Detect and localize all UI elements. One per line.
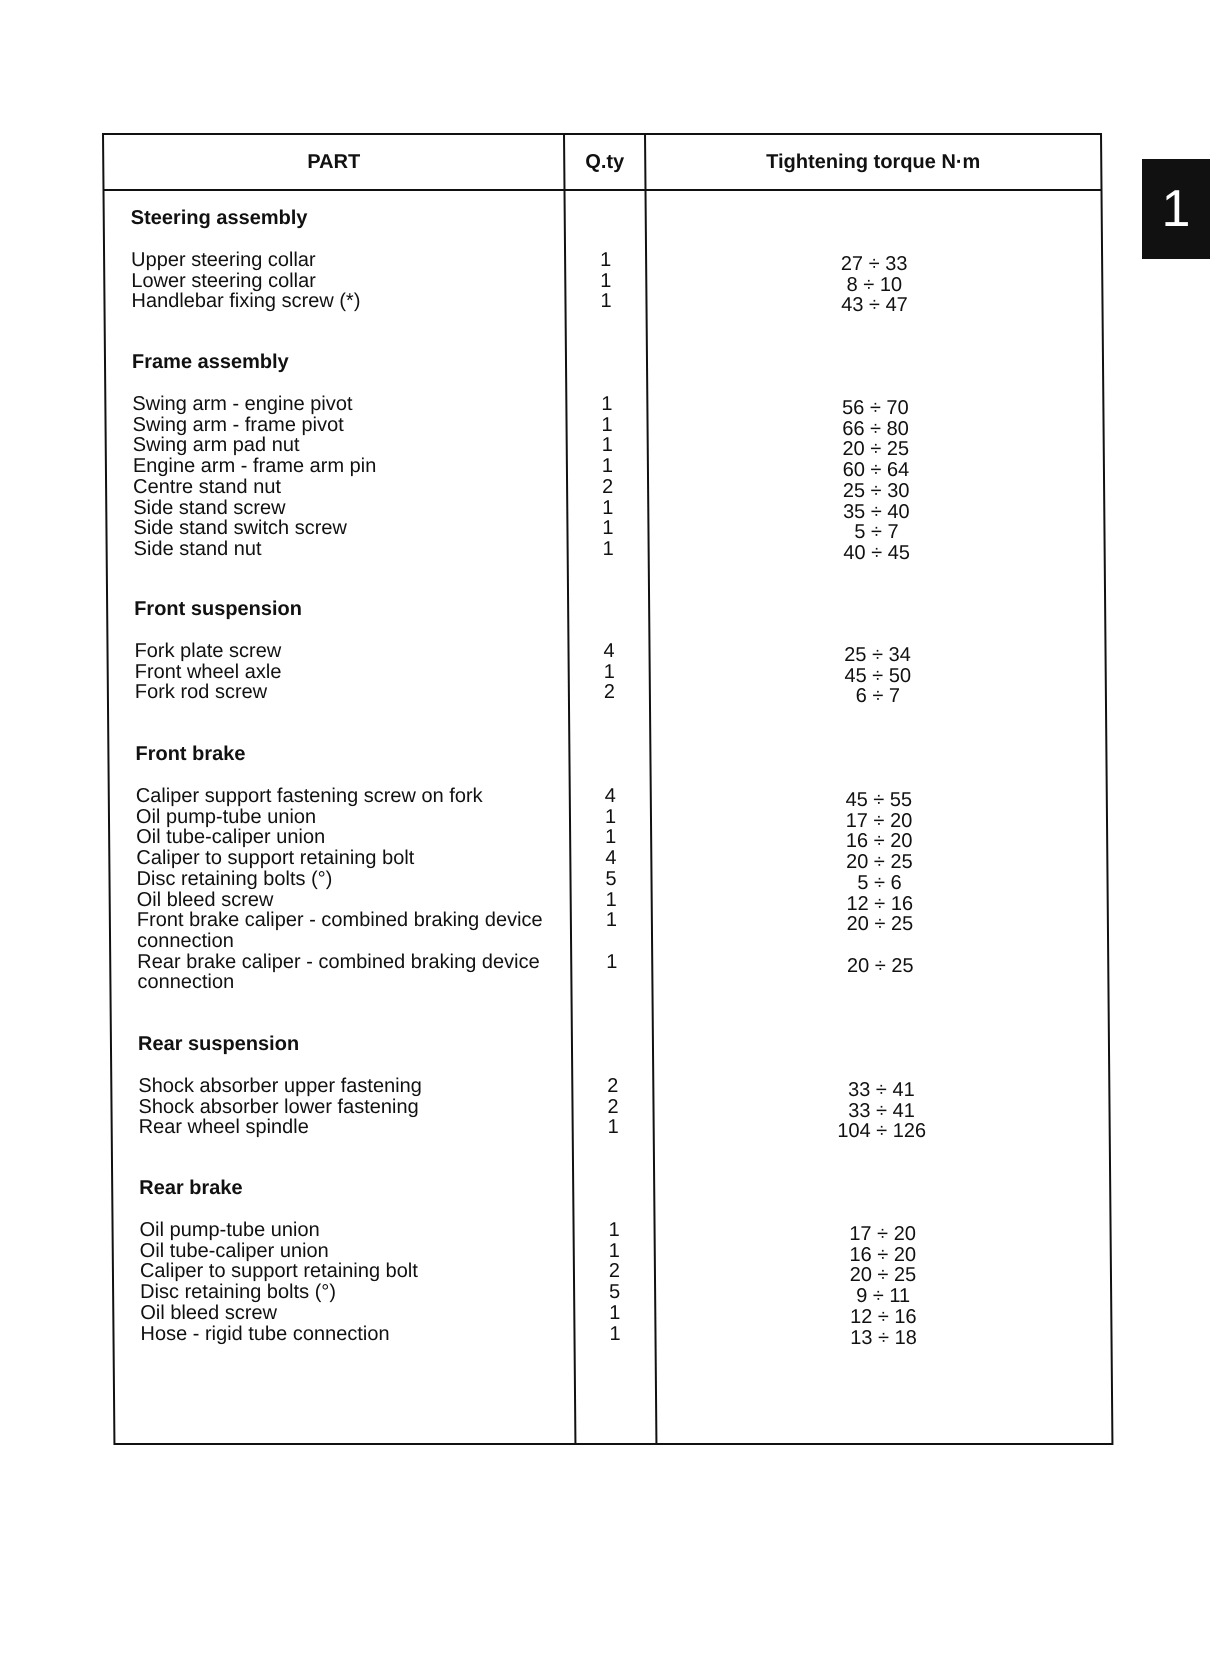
table-row <box>110 867 1106 894</box>
table-row <box>107 496 1103 523</box>
table-row <box>105 269 1101 296</box>
part-name: Upper steering collar <box>131 249 316 271</box>
part-name: Centre stand nut <box>132 475 282 498</box>
part-name: Oil bleed screw <box>140 1301 278 1324</box>
part-torque: 45 ÷ 55 <box>845 789 913 811</box>
part-qty: 2 <box>607 1075 619 1097</box>
table-row <box>113 1116 1109 1143</box>
table-row <box>112 1095 1108 1122</box>
torque-table <box>102 133 1113 1445</box>
part-qty: 1 <box>602 537 614 560</box>
table-row <box>111 909 1107 952</box>
part-name: Caliper to support retaining bolt <box>139 1260 418 1283</box>
part-torque: 17 ÷ 20 <box>849 1223 917 1245</box>
part-name: Disc retaining bolts (°) <box>140 1281 337 1304</box>
section-title: Frame assembly <box>131 351 289 373</box>
table-row <box>105 249 1101 275</box>
table-row <box>105 290 1101 317</box>
part-name-continued: connection <box>136 929 234 952</box>
part-name: Side stand nut <box>133 537 262 560</box>
part-torque: 20 ÷ 25 <box>845 851 913 874</box>
part-name: Front wheel axle <box>134 660 282 683</box>
part-torque: 9 ÷ 11 <box>856 1285 911 1308</box>
part-torque: 45 ÷ 50 <box>844 664 912 687</box>
part-torque: 104 ÷ 126 <box>837 1120 927 1143</box>
table-row <box>114 1260 1110 1287</box>
part-torque: 35 ÷ 40 <box>842 500 910 523</box>
part-qty: 1 <box>600 290 612 313</box>
part-qty: 4 <box>603 640 615 662</box>
part-qty: 1 <box>605 909 618 932</box>
part-torque: 25 ÷ 34 <box>844 644 911 666</box>
table-row <box>114 1239 1110 1266</box>
table-row <box>112 1075 1108 1101</box>
part-qty: 1 <box>602 517 614 540</box>
table-row <box>111 888 1107 915</box>
part-torque: 20 ÷ 25 <box>842 438 910 461</box>
part-qty: 1 <box>603 660 615 683</box>
part-qty: 1 <box>608 1239 620 1262</box>
part-name: Engine arm - frame arm pin <box>132 455 377 478</box>
part-name: Oil tube-caliper union <box>139 1239 329 1262</box>
part-torque: 20 ÷ 25 <box>849 1264 917 1287</box>
part-name: Oil pump-tube union <box>135 805 317 828</box>
part-qty: 1 <box>604 805 617 828</box>
part-qty: 4 <box>605 847 617 870</box>
part-name: Fork plate screw <box>134 640 282 662</box>
part-qty: 2 <box>603 681 616 704</box>
part-torque: 20 ÷ 25 <box>846 913 914 936</box>
part-name: Front brake caliper - combined braking device <box>136 909 543 932</box>
section-title: Front suspension <box>134 598 303 620</box>
part-qty: 1 <box>601 413 613 436</box>
header-part: PART <box>307 151 361 173</box>
part-name: Oil pump-tube union <box>139 1219 320 1241</box>
part-qty: 2 <box>601 475 614 498</box>
part-torque: 33 ÷ 41 <box>847 1079 915 1101</box>
part-torque: 12 ÷ 16 <box>849 1305 917 1328</box>
part-qty: 1 <box>608 1219 620 1241</box>
part-name: Swing arm - engine pivot <box>132 393 353 415</box>
part-name: Oil bleed screw <box>136 888 274 911</box>
table-row <box>108 640 1104 666</box>
table-row <box>114 1322 1110 1349</box>
part-torque: 16 ÷ 20 <box>845 830 913 853</box>
part-name: Oil tube-caliper union <box>136 826 326 849</box>
part-qty: 1 <box>601 455 614 478</box>
part-name: Side stand screw <box>133 496 286 519</box>
part-torque: 56 ÷ 70 <box>842 397 909 419</box>
table-row <box>107 475 1103 502</box>
table-row <box>107 434 1103 461</box>
table-row <box>107 455 1103 482</box>
table-row <box>110 826 1106 853</box>
part-torque: 27 ÷ 33 <box>840 253 908 275</box>
part-qty: 4 <box>604 785 616 807</box>
part-name: Caliper support fastening screw on fork <box>135 785 483 807</box>
section-title: Steering assembly <box>130 207 308 229</box>
table-row <box>111 950 1107 994</box>
section-title: Rear suspension <box>137 1033 300 1055</box>
part-qty: 1 <box>601 393 613 415</box>
part-name: Rear wheel spindle <box>138 1116 309 1139</box>
part-torque: 8 ÷ 10 <box>846 273 903 296</box>
part-torque: 25 ÷ 30 <box>842 479 910 502</box>
part-name: Hose - rigid tube connection <box>140 1322 390 1345</box>
table-row <box>107 517 1103 544</box>
part-qty: 1 <box>602 496 614 519</box>
part-qty: 2 <box>607 1095 619 1118</box>
part-qty: 1 <box>607 1116 619 1139</box>
table-header <box>104 135 1100 191</box>
table-row <box>110 847 1106 874</box>
part-name: Swing arm pad nut <box>132 434 300 457</box>
part-torque: 12 ÷ 16 <box>846 892 914 915</box>
part-torque: 20 ÷ 25 <box>846 954 914 977</box>
part-qty: 5 <box>608 1281 621 1304</box>
part-name: Lower steering collar <box>131 269 316 292</box>
header-torque: Tightening torque N·m <box>766 151 981 173</box>
table-row <box>110 785 1106 811</box>
table-row <box>106 393 1102 419</box>
part-torque: 60 ÷ 64 <box>842 459 910 482</box>
part-qty: 2 <box>608 1260 621 1283</box>
table-row <box>109 660 1105 687</box>
part-name-continued: connection <box>137 971 235 994</box>
chapter-tab-marker: 1 <box>1142 159 1210 259</box>
part-torque: 33 ÷ 41 <box>848 1099 915 1122</box>
table-row <box>114 1301 1110 1328</box>
table-row <box>106 413 1102 440</box>
part-qty: 1 <box>609 1301 621 1324</box>
table-row <box>113 1219 1109 1245</box>
part-name: Rear brake caliper - combined braking device <box>137 950 540 973</box>
part-qty: 5 <box>605 867 617 890</box>
part-name: Caliper to support retaining bolt <box>136 847 415 870</box>
part-qty: 1 <box>599 249 612 271</box>
part-qty: 1 <box>604 826 617 849</box>
part-name: Shock absorber lower fastening <box>138 1095 419 1118</box>
table-row <box>109 681 1105 708</box>
part-name: Swing arm - frame pivot <box>132 413 344 436</box>
part-qty: 1 <box>600 269 612 292</box>
part-torque: 40 ÷ 45 <box>843 541 911 564</box>
section-title: Rear brake <box>139 1177 243 1199</box>
part-torque: 17 ÷ 20 <box>845 809 913 832</box>
part-torque: 66 ÷ 80 <box>842 417 909 440</box>
table-row <box>110 805 1106 832</box>
part-torque: 16 ÷ 20 <box>849 1243 917 1266</box>
part-name: Fork rod screw <box>134 681 268 704</box>
section-title: Front brake <box>135 743 246 765</box>
table-row <box>108 537 1104 564</box>
part-name: Side stand switch screw <box>133 517 347 540</box>
part-torque: 43 ÷ 47 <box>841 294 908 317</box>
part-name: Shock absorber upper fastening <box>138 1075 422 1097</box>
table-row <box>114 1281 1110 1308</box>
part-torque: 13 ÷ 18 <box>850 1326 917 1349</box>
part-torque: 6 ÷ 7 <box>855 685 901 708</box>
part-name: Disc retaining bolts (°) <box>136 867 333 890</box>
part-qty: 1 <box>605 888 617 911</box>
part-torque: 5 ÷ 6 <box>857 871 902 894</box>
part-qty: 1 <box>609 1322 621 1345</box>
part-qty: 1 <box>601 434 613 457</box>
header-qty: Q.ty <box>585 151 625 173</box>
part-name: Handlebar fixing screw (*) <box>131 290 361 313</box>
part-torque: 5 ÷ 7 <box>854 521 899 544</box>
part-qty: 1 <box>606 950 618 973</box>
